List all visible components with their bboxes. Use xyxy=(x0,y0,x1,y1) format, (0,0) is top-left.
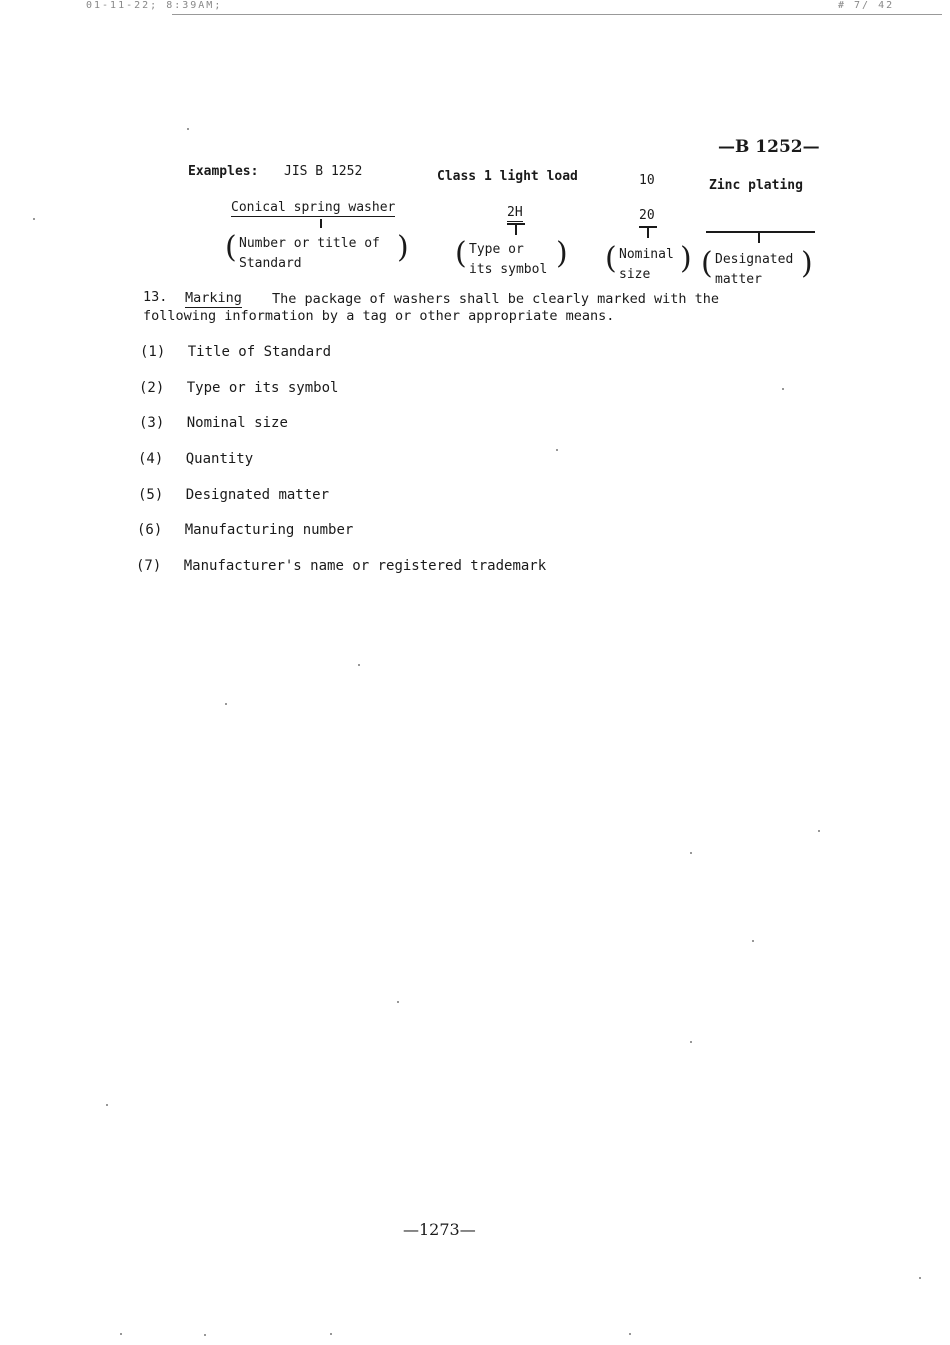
matter-tick xyxy=(758,231,760,243)
scan-speck xyxy=(752,940,754,942)
close-paren: ) xyxy=(801,246,813,281)
annotation-standard-line2: Standard xyxy=(239,256,302,271)
symbol-tick xyxy=(515,223,517,235)
fax-header-left: 01-11-22; 8:39AM; xyxy=(86,0,223,11)
example-symbol: 2H xyxy=(507,205,523,220)
page-header: —B 1252— xyxy=(718,137,820,157)
scan-speck xyxy=(690,1041,692,1043)
scan-speck xyxy=(330,1333,332,1335)
annotation-matter-line2: matter xyxy=(715,272,762,287)
annotation-standard-line1: Number or title of xyxy=(239,236,380,251)
list-item xyxy=(138,487,329,503)
annotation-size-line2: size xyxy=(619,267,651,282)
list-item-text: Quantity xyxy=(185,451,254,467)
example-plating: Zinc plating xyxy=(709,178,803,193)
scan-speck xyxy=(106,1104,108,1106)
open-paren: ( xyxy=(701,246,713,281)
example-class: Class 1 light load xyxy=(437,169,578,184)
scan-speck xyxy=(204,1334,206,1336)
scan-speck xyxy=(690,852,692,854)
list-item xyxy=(139,380,338,396)
matter-bar xyxy=(706,231,815,233)
size-tick xyxy=(647,226,649,238)
annotation-matter-line1: Designated xyxy=(715,252,794,267)
list-item-text: Manufacturer's name or registered trademark xyxy=(183,558,547,574)
annotation-size-line1: Nominal xyxy=(619,247,674,262)
open-paren: ( xyxy=(605,241,617,276)
scan-speck xyxy=(225,703,227,705)
list-item-number: (4) xyxy=(138,451,164,467)
washer-tick xyxy=(320,219,322,228)
open-paren: ( xyxy=(225,230,237,265)
list-item-text: Designated matter xyxy=(185,487,330,503)
list-item-number: (1) xyxy=(140,344,166,360)
close-paren: ) xyxy=(556,236,568,271)
section-title: Marking xyxy=(185,290,242,306)
list-item xyxy=(138,451,253,467)
scan-speck xyxy=(818,830,820,832)
list-item-text: Type or its symbol xyxy=(186,380,339,396)
example-label: Examples: xyxy=(188,164,259,179)
example-size: 20 xyxy=(639,208,655,223)
annotation-type-line2: its symbol xyxy=(469,262,548,277)
list-item xyxy=(140,344,331,360)
scan-speck xyxy=(358,664,360,666)
page-number: —1273— xyxy=(403,1220,476,1239)
list-item-text: Manufacturing number xyxy=(184,522,354,538)
list-item-number: (7) xyxy=(136,558,162,574)
list-item xyxy=(137,522,353,538)
example-standard: JIS B 1252 xyxy=(284,164,363,179)
close-paren: ) xyxy=(397,230,409,265)
fax-header-rule xyxy=(172,14,942,15)
section-text-line2: following information by a tag or other appropriate means. xyxy=(143,308,615,324)
list-item-number: (2) xyxy=(139,380,165,396)
list-item-number: (3) xyxy=(139,415,165,431)
list-item-text: Title of Standard xyxy=(187,344,332,360)
open-paren: ( xyxy=(455,236,467,271)
scan-speck xyxy=(33,218,35,220)
scan-speck xyxy=(782,388,784,390)
scan-speck xyxy=(120,1333,122,1335)
scan-speck xyxy=(629,1333,631,1335)
close-paren: ) xyxy=(680,241,692,276)
list-item xyxy=(139,415,288,431)
fax-header-right: # 7/ 42 xyxy=(838,0,895,11)
annotation-type-line1: Type or xyxy=(469,242,524,257)
section-text-line1: The package of washers shall be clearly marked with the xyxy=(272,291,720,307)
list-item xyxy=(136,558,546,574)
list-item-number: (5) xyxy=(138,487,164,503)
list-item-text: Nominal size xyxy=(186,415,288,431)
scan-speck xyxy=(397,1001,399,1003)
example-nominal-top: 10 xyxy=(639,173,655,188)
scan-speck xyxy=(919,1277,921,1279)
scan-speck xyxy=(187,128,189,130)
section-number: 13. xyxy=(143,289,168,305)
list-item-number: (6) xyxy=(137,522,163,538)
scan-speck xyxy=(556,449,558,451)
example-washer-name: Conical spring washer xyxy=(231,200,396,215)
